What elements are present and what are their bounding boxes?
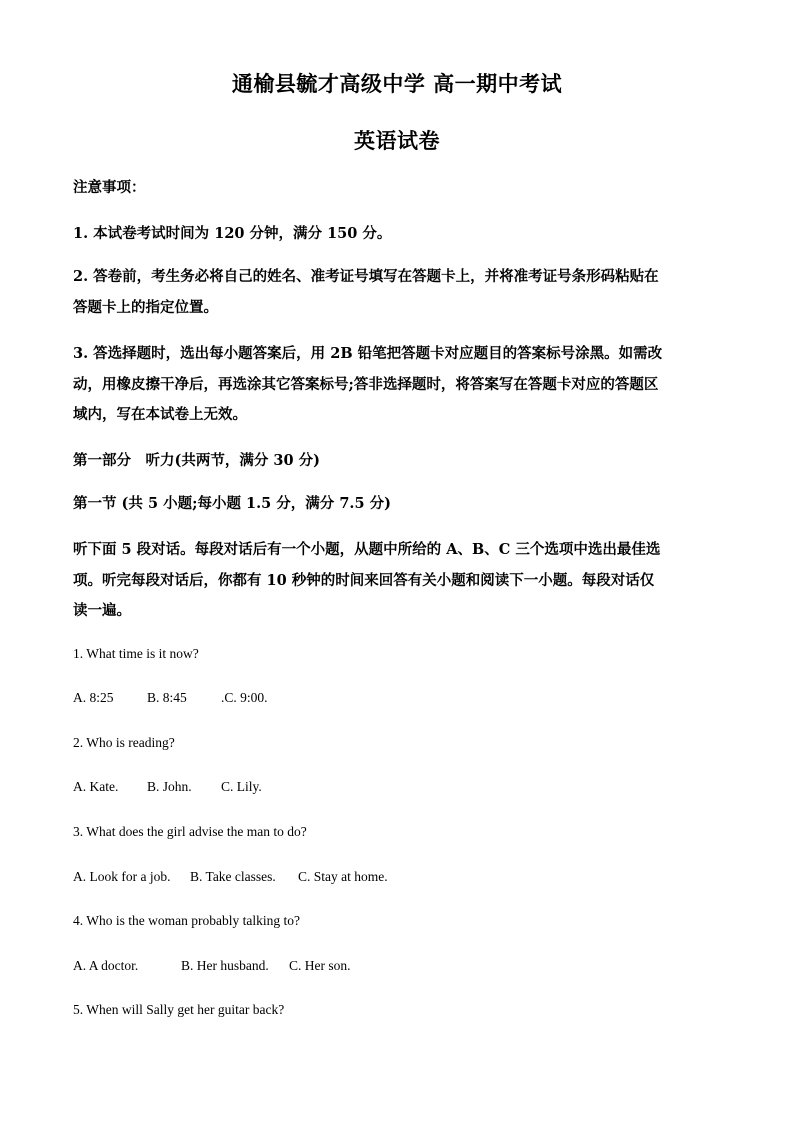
option-a: A. 8:25 bbox=[73, 690, 114, 705]
option-b: B. 8:45 bbox=[147, 690, 187, 705]
question-2-options bbox=[73, 779, 723, 795]
question-1: 1. What time is it now? bbox=[73, 646, 199, 661]
notice-item-2-line-1: 2. 答卷前，考生务必将自己的姓名、准考证号填写在答题卡上，并将准考证号条形码粘贴在 bbox=[73, 268, 659, 285]
notice-item-2-line-2: 答题卡上的指定位置。 bbox=[73, 299, 218, 316]
option-c: C. Stay at home. bbox=[298, 869, 388, 884]
notice-item-3-line-1: 3. 答选择题时，选出每小题答案后，用 2B 铅笔把答题卡对应题目的答案标号涂黑。如需改 bbox=[73, 345, 663, 362]
part1-heading: 第一部分 听力(共两节，满分 30 分) bbox=[73, 452, 320, 469]
instructions-line-1: 听下面 5 段对话。每段对话后有一个小题，从题中所给的 A、B、C 三个选项中选出最佳选 bbox=[73, 541, 661, 558]
option-a: A. Look for a job. bbox=[73, 869, 171, 884]
question-3-options bbox=[73, 869, 723, 885]
option-b: B. Her husband. bbox=[181, 958, 269, 973]
question-5: 5. When will Sally get her guitar back? bbox=[73, 1002, 285, 1017]
notice-item-3-line-3: 域内，写在本试卷上无效。 bbox=[73, 406, 247, 423]
question-2: 2. Who is reading? bbox=[73, 735, 175, 750]
question-4: 4. Who is the woman probably talking to? bbox=[73, 913, 300, 928]
option-c: C. Her son. bbox=[289, 958, 351, 973]
question-4-options bbox=[73, 958, 723, 974]
option-a: A. Kate. bbox=[73, 779, 119, 794]
instructions-line-2: 项。听完每段对话后，你都有 10 秒钟的时间来回答有关小题和阅读下一小题。每段对话仅 bbox=[73, 572, 655, 589]
instructions-line-3: 读一遍。 bbox=[73, 602, 131, 619]
notice-item-1: 1. 本试卷考试时间为 120 分钟，满分 150 分。 bbox=[73, 225, 392, 242]
exam-subtitle: 英语试卷 bbox=[354, 128, 440, 153]
option-b: B. Take classes. bbox=[190, 869, 276, 884]
question-3: 3. What does the girl advise the man to do? bbox=[73, 824, 307, 839]
section1-heading: 第一节 (共 5 小题;每小题 1.5 分，满分 7.5 分) bbox=[73, 495, 391, 512]
option-c: C. Lily. bbox=[221, 779, 262, 794]
exam-title: 通榆县毓才高级中学 高一期中考试 bbox=[231, 71, 563, 96]
notice-heading: 注意事项： bbox=[73, 179, 146, 196]
option-c: .C. 9:00. bbox=[221, 690, 268, 705]
option-a: A. A doctor. bbox=[73, 958, 139, 973]
question-1-options bbox=[73, 690, 723, 706]
option-b: B. John. bbox=[147, 779, 192, 794]
notice-item-3-line-2: 动，用橡皮擦干净后，再选涂其它答案标号;答非选择题时，将答案写在答题卡对应的答题区 bbox=[73, 376, 659, 393]
